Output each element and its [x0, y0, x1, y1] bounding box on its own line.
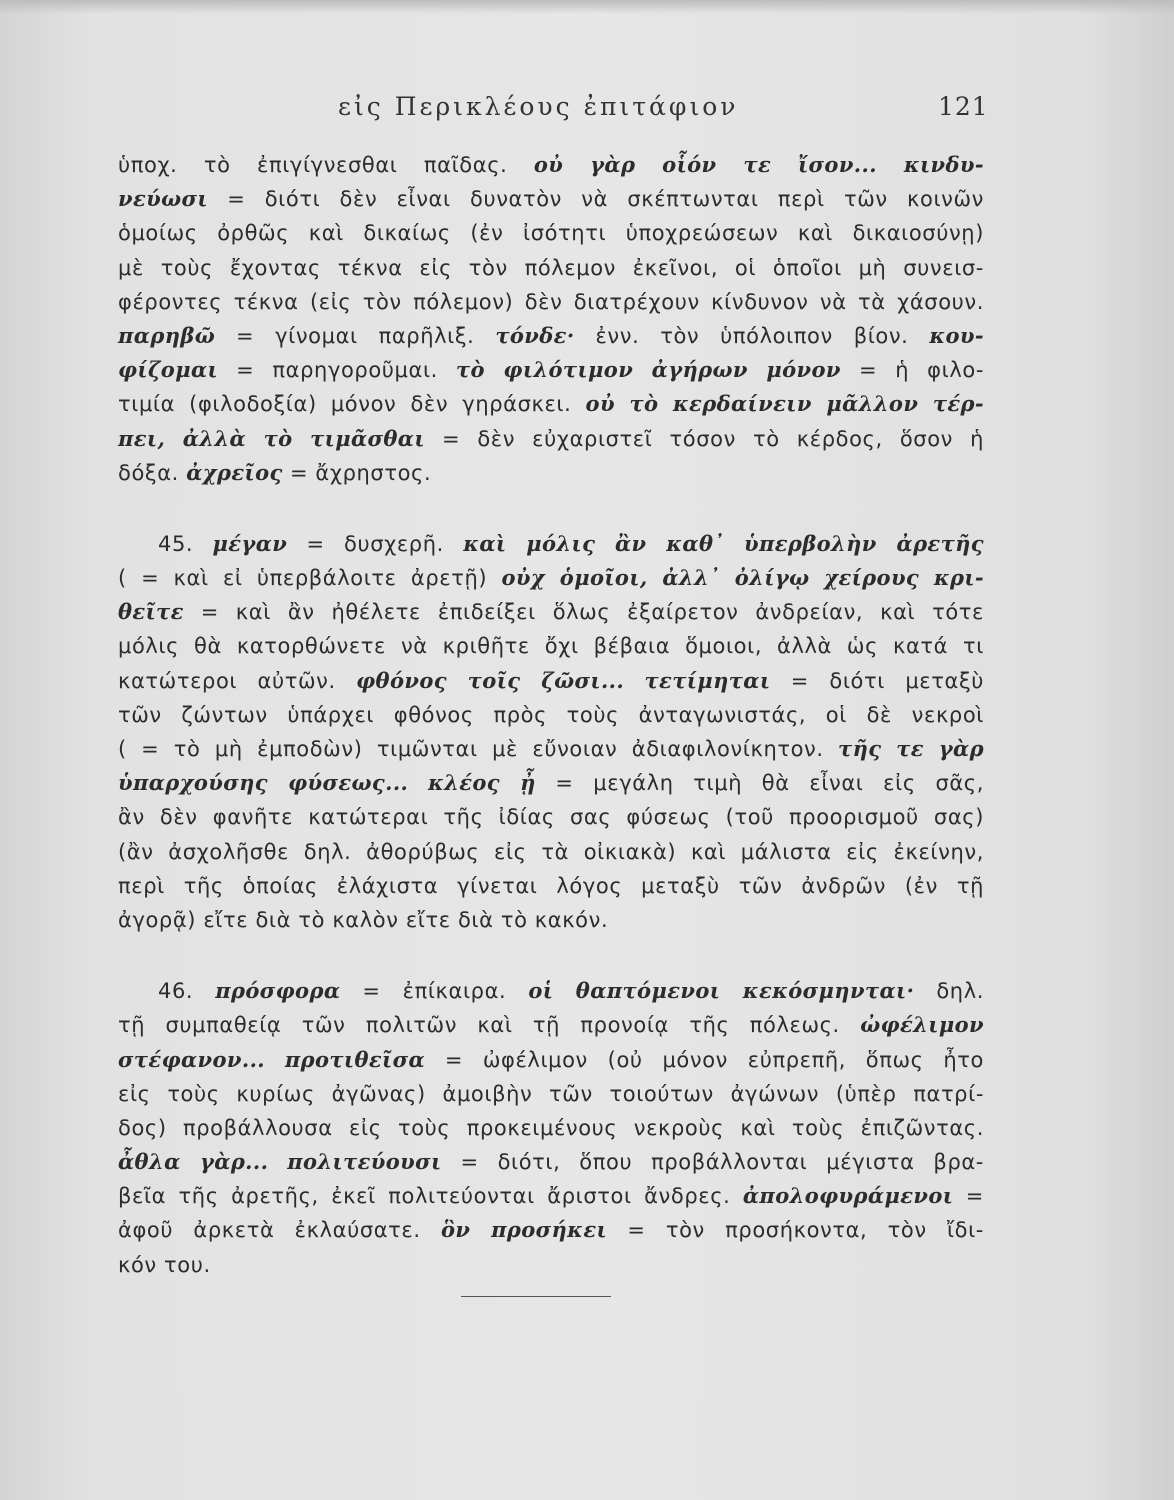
text-line [118, 1077, 984, 1111]
gloss-text [268, 1150, 287, 1174]
gloss-text: = καὶ ἂν ἠθέλετε ἐπιδείξει ὅλως ἐξαίρετον ἀνδρείαν, καὶ τότε [183, 600, 984, 625]
lemma: οὐ γὰρ οἷόν τε ἴσον... κινδυ- [533, 152, 984, 177]
lemma: τὸ φιλότιμον ἀγήρων μόνον [456, 357, 841, 383]
lemma: οἱ θαπτόμενοι κεκόσμηνται· [528, 978, 915, 1004]
lemma: τῆς τε γὰρ [838, 736, 984, 761]
gloss-text: δόξα. [118, 460, 187, 485]
text-line [118, 456, 984, 490]
gloss-text: = δυσχερῆ. [287, 531, 464, 556]
text-line [118, 353, 984, 387]
lemma: κλέος ᾖ [427, 770, 536, 796]
gloss-text: τῇ συμπαθείᾳ τῶν πολιτῶν καὶ τῇ προνοίᾳ τῆς πόλεως. [118, 1013, 861, 1038]
gloss-text: εἰς τοὺς κυρίως ἀγῶνας) ἀμοιβὴν τῶν τοιούτων ἀγώνων (ὑπὲρ πατρί- [118, 1081, 984, 1106]
gloss-text: = διότι μεταξὺ [770, 668, 985, 693]
gloss-text: ἐνν. τὸν ὑπόλοιπον βίον. [574, 323, 930, 348]
gloss-text: ὁμοίως ὀρθῶς καὶ δικαίως (ἐν ἰσότητι ὑποχρεώσεων καὶ δικαιοσύνῃ) [118, 221, 984, 246]
gloss-text: = ἄχρηστος. [282, 460, 432, 485]
gloss-text: = τὸν προσήκοντα, τὸν ἴδι- [607, 1218, 984, 1243]
gloss-text: = ὠφέλιμον (οὐ μόνον εὐπρεπῆ, ὅπως ἦτο [425, 1047, 984, 1072]
text-line [118, 561, 984, 595]
end-rule [461, 1296, 611, 1297]
text-line [118, 1179, 984, 1213]
gloss-text: = ἡ φιλο- [840, 358, 984, 383]
lemma: πολιτεύουσι [287, 1149, 442, 1175]
text-line [118, 251, 984, 285]
gloss-text: βεῖα τῆς ἀρετῆς, ἐκεῖ πολιτεύονται ἄριστοι ἄνδρες. [118, 1184, 743, 1209]
lemma: νεύωσι [118, 186, 208, 212]
lemma: στέφανον... [118, 1046, 266, 1072]
text-line [118, 903, 984, 937]
text-line [118, 422, 984, 456]
text-line [118, 664, 984, 698]
text-line [118, 285, 984, 319]
lemma: ἆθλα γὰρ... [118, 1149, 269, 1175]
lemma: τόνδε· [495, 322, 575, 348]
gloss-text: (ἂν ἀσχολῆσθε δηλ. ἀθορύβως εἰς τὰ οἰκιακὰ) καὶ μάλιστα εἰς ἐκείνην, [118, 839, 984, 864]
text-line [118, 148, 984, 182]
lemma: κου- [929, 322, 984, 348]
paragraph [118, 974, 984, 1282]
lemma: ὑπαρχούσης φύσεως... [118, 770, 409, 796]
gloss-text: ἀφοῦ ἀρκετὰ ἐκλαύσατε. [118, 1218, 441, 1243]
lemma: ὠφέλιμον [860, 1012, 984, 1038]
gloss-text: τιμία (φιλοδοξία) μόνον δὲν γηράσκει. [118, 392, 586, 417]
lemma: ἀχρεῖος [186, 459, 283, 485]
gloss-text: = παρηγοροῦμαι. [218, 358, 456, 383]
gloss-text: ὑποχ. τὸ ἐπιγίγνεσθαι παῖδας. [118, 153, 534, 177]
gloss-text: μὲ τοὺς ἔχοντας τέκνα εἰς τὸν πόλεμον ἐκεῖνοι, οἱ ὁποῖοι μὴ συνεισ- [118, 255, 984, 280]
text-line [118, 1111, 984, 1145]
gloss-text: περὶ τῆς ὁποίας ἐλάχιστα γίνεται λόγος μεταξὺ τῶν ἀνδρῶν (ἐν τῇ [118, 873, 984, 898]
gloss-text: = ἐπίκαιρα. [340, 979, 529, 1004]
text-line [118, 1008, 984, 1042]
gloss-text: ( = τὸ μὴ ἐμποδὼν) τιμῶνται μὲ εὔνοιαν ἀδιαφιλονίκητον. [118, 737, 839, 761]
paragraph [118, 148, 984, 490]
running-head [0, 92, 1174, 126]
lemma: παρηβῶ [118, 322, 216, 348]
gloss-text [265, 1048, 285, 1072]
gloss-text: = διότι, ὅπου προβάλλονται μέγιστα βρα- [441, 1150, 984, 1175]
gloss-text: = δὲν εὐχαριστεῖ τόσον τὸ κέρδος, ὅσον ἡ [424, 426, 984, 451]
gloss-text: ἀγορᾷ) εἴτε διὰ τὸ καλὸν εἴτε διὰ τὸ κακόν. [118, 907, 609, 932]
lemma: προτιθεῖσα [284, 1046, 426, 1072]
gloss-text: ἂν δὲν φανῆτε κατώτεραι τῆς ἰδίας σας φύσεως (τοῦ προορισμοῦ σας) [118, 805, 984, 830]
lemma: πρόσφορα [215, 978, 341, 1004]
lemma: οὐχ ὁμοῖοι, ἀλλ᾽ ὀλίγῳ χείρους κρι- [501, 565, 985, 591]
lemma: ἀπολοφυράμενοι [742, 1183, 954, 1209]
lemma: φθόνος τοῖς ζῶσι... [356, 667, 625, 693]
gloss-text: φέροντες τέκνα (εἰς τὸν πόλεμον) δὲν διατρέχουν κίνδυνον νὰ τὰ χάσουν. [118, 289, 984, 314]
gloss-text: = μεγάλη τιμὴ θὰ εἶναι εἰς σᾶς, [535, 771, 984, 796]
lemma: θεῖτε [118, 599, 184, 625]
lemma: φίζομαι [118, 357, 219, 383]
gloss-text: κόν του. [118, 1252, 211, 1277]
text-line [118, 1213, 984, 1247]
page-number: 121 [938, 92, 989, 121]
gloss-text: 45. [158, 531, 213, 556]
text-line [118, 732, 984, 766]
text-line [118, 869, 984, 903]
gloss-text: κατώτεροι αὐτῶν. [118, 668, 357, 693]
lemma: καὶ μόλις ἂν καθ᾽ ὑπερβολὴν ἀρετῆς [463, 530, 984, 556]
lemma: τετίμηται [644, 667, 771, 693]
text-line [118, 216, 984, 250]
text-line [118, 1043, 984, 1077]
text-line [118, 527, 984, 561]
gloss-text: δηλ. [914, 979, 984, 1004]
commentary-body [118, 148, 984, 1282]
page-top-shadow [0, 0, 1174, 14]
text-line [118, 800, 984, 834]
text-line [118, 974, 984, 1008]
lemma: πει, ἀλλὰ τὸ τιμᾶσθαι [118, 425, 425, 451]
gloss-text: = [953, 1184, 984, 1209]
text-line [118, 1248, 984, 1282]
gloss-text: = γίνομαι παρῆλιξ. [215, 323, 496, 348]
gloss-text: 46. [158, 979, 216, 1004]
text-line [118, 319, 984, 353]
text-line [118, 1145, 984, 1179]
text-line [118, 595, 984, 629]
gloss-text: ( = καὶ εἰ ὑπερβάλοιτε ἀρετῇ) [118, 566, 502, 591]
lemma: οὐ τὸ κερδαίνειν μᾶλλον τέρ- [585, 391, 985, 417]
gloss-text: τῶν ζώντων ὑπάρχει φθόνος πρὸς τοὺς ἀνταγωνιστάς, οἱ δὲ νεκροὶ [118, 702, 984, 727]
running-title: εἰς Περικλέους ἐπιτάφιον [338, 92, 739, 121]
lemma: ὃν προσήκει [440, 1217, 608, 1243]
gloss-text [408, 771, 428, 795]
paragraph [118, 527, 984, 937]
lemma: μέγαν [212, 530, 288, 556]
gloss-text: δος) προβάλλουσα εἰς τοὺς προκειμένους νεκροὺς καὶ τοὺς ἐπιζῶντας. [118, 1115, 984, 1140]
gloss-text: μόλις θὰ κατορθώνετε νὰ κριθῆτε ὄχι βέβαια ὅμοιοι, ἀλλὰ ὡς κατά τι [118, 634, 984, 659]
text-line [118, 698, 984, 732]
text-line [118, 629, 984, 663]
text-line [118, 182, 984, 216]
text-line [118, 766, 984, 800]
text-line [118, 835, 984, 869]
gloss-text [624, 669, 644, 693]
gloss-text: = διότι δὲν εἶναι δυνατὸν νὰ σκέπτωνται περὶ τῶν κοινῶν [207, 187, 984, 212]
text-line [118, 387, 984, 421]
